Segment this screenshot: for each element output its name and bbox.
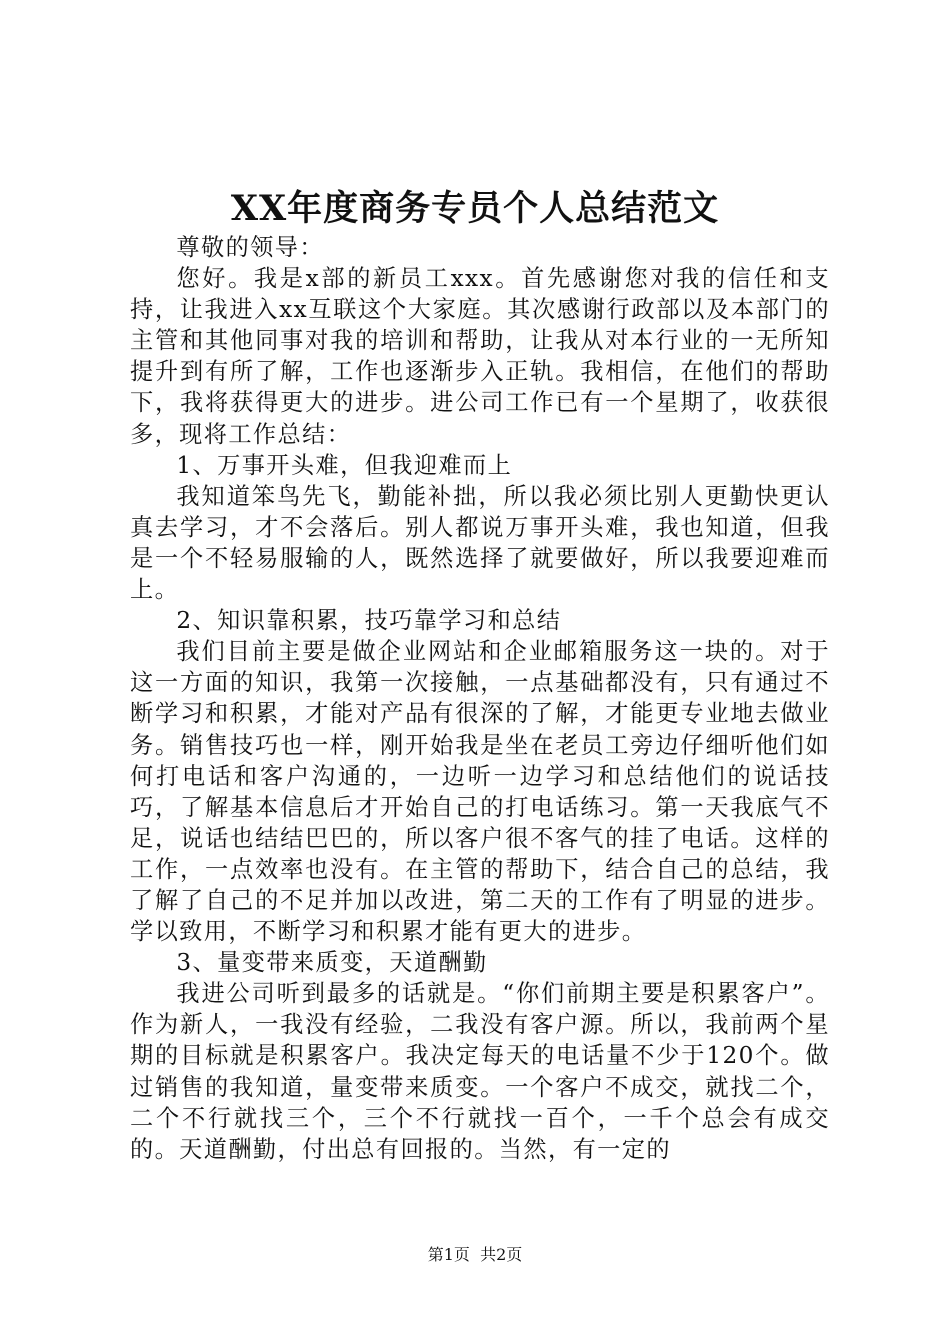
section-paragraph-1: 我知道笨鸟先飞，勤能补拙，所以我必须比别人更勤快更认真去学习，才不会落后。别人都说万事开头难，我也知道，但我是一个不轻易服输的人，既然选择了就要做好，所以我要迎难而上。 [130, 482, 830, 604]
salutation: 尊敬的领导： [176, 234, 324, 261]
section-paragraph-3: 我进公司听到最多的话就是。“你们前期主要是积累客户”。作为新人，一我没有经验，二我没有客户源。所以，我前两个星期的目标就是积累客户。我决定每天的电话量不少于120个。做过销售的我知道，量变带来质变。一个客户不成交，就找二个，二个不行就找三个，三个不行就找一百个，一千个总会有成交的。天道酬勤，付出总有回报的。当然，有一定的 [130, 980, 830, 1163]
page-total: 共2页 [480, 1245, 523, 1264]
page-footer [0, 1244, 950, 1266]
document-body [130, 232, 830, 1165]
section-paragraph-2: 我们目前主要是做企业网站和企业邮箱服务这一块的。对于这一方面的知识，我第一次接触，一点基础都没有，只有通过不断学习和积累，才能对产品有很深的了解，才能更专业地去做业务。销售技巧也一样，刚开始我是坐在老员工旁边仔细听他们如何打电话和客户沟通的，一边听一边学习和总结他们的说话技巧，了解基本信息后才开始自己的打电话练习。第一天我底气不足，说话也结结巴巴的，所以客户很不客气的挂了电话。这样的工作，一点效率也没有。在主管的帮助下，结合自己的总结，我了解了自己的不足并加以改进，第二天的工作有了明显的进步。学以致用，不断学习和积累才能有更大的进步。 [130, 638, 830, 946]
document-title: XX年度商务专员个人总结范文 [230, 188, 720, 229]
section-heading-3: 3、量变带来质变，天道酬勤 [176, 949, 488, 977]
section-heading-2: 2、知识靠积累，技巧靠学习和总结 [176, 607, 562, 635]
page-number: 第1页 [427, 1245, 470, 1264]
section-heading-1: 1、万事开头难，但我迎难而上 [176, 451, 513, 479]
intro-paragraph: 您好。我是x部的新员工xxx。首先感谢您对我的信任和支持，让我进入xx互联这个大家庭。其次感谢行政部以及本部门的主管和其他同事对我的培训和帮助，让我从对本行业的一无所知提升到有所了解，工作也逐渐步入正轨。我相信，在他们的帮助下，我将获得更大的进步。进公司工作已有一个星期了，收获很多，现将工作总结： [130, 265, 830, 448]
